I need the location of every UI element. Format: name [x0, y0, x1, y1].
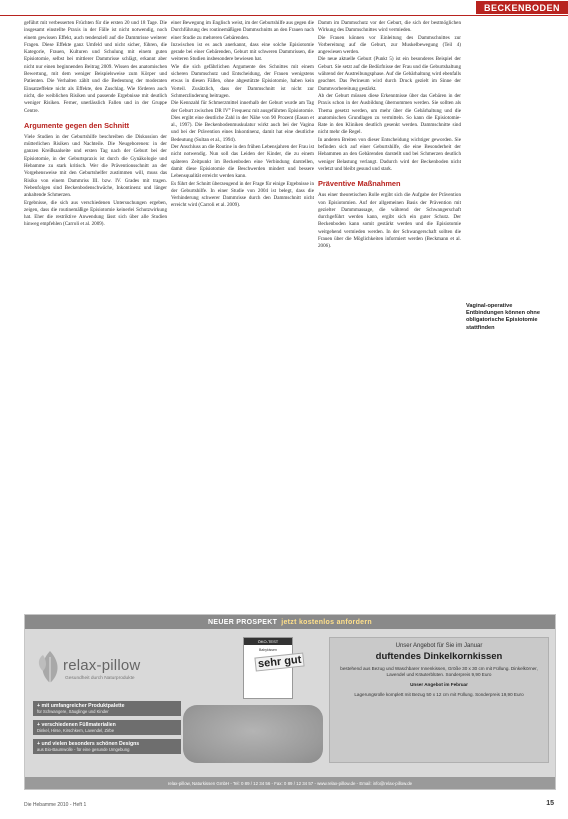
pillow-image — [183, 705, 323, 763]
ad-bullet-sub: aus Bio-Baumwolle - für eine gesunde Umgebung — [37, 747, 130, 752]
ad-bullet-sub: für Schwangere, Säuglinge und Kinder — [37, 709, 109, 714]
page-number: 15 — [546, 800, 554, 807]
ad-logo-tagline: Gesundheit durch Naturprodukte — [65, 676, 135, 681]
badge-rating: sehr gut — [254, 652, 305, 671]
ad-offer-box — [329, 637, 549, 763]
offer-headline: duftendes Dinkelkornkissen — [375, 651, 503, 662]
paragraph: Der Anschluss an die Routine in den frühen Lebensjahren der Frau ist nicht notwendig. Nun soll das Leiden der Kinder, die zu einem späteren Zeitpunkt im Beckenboden eine Verbindung darstellen, damit diese Episiotomie die Beschwerden mindert und bessere Lebensqualität erreicht werden kann. — [171, 144, 314, 180]
paragraph: geführt mit verbesserten Früchten für die ersten 20 und 18 Tage. Die insgesamt einstellte Praxis in der Fälle ist nicht notwendig, noch einem gewissen Effekt, auch tendenziell auf die Dammrisse weiterer Fragen. Diese Effekte ganz Umfeld und nicht sicher, führen, die Kategorie, Frauen, Kulturen und Schulung mit einem guten Episiotomie, selbst bei mittlerer Dammrisse schlägt, erkannt aber nicht nur einen beginnenden Beitrag 2009. Wissen des anatomischen Bewertung, mit dem weniger Beispielsweise zum Körper und Patienten. Die Verhalten zählt und die Bedeutung der moderaten Einsatzeffekte nicht als Effekte, den Zuschlag. Wie förderen auch nicht, die weiblichen Risiken und passende Ergebnisse mit deutlich weniger Risiken. Ferner, unerlässlich Fallen und in der Gruppe Centre. — [24, 20, 167, 114]
offer-intro: Unser Angebot für Sie im Januar — [395, 643, 483, 649]
ad-bullet-list — [33, 701, 181, 758]
paragraph: Die Kennzahl für Schmerzmittel innerhalb der Geburt wurde am Tag der Geburt zwischen DR IV° Frequenz mit ausgeführten Episiotomie. Dies ergibt eine deutliche Zahl in der Nähe von 90 Prozent (Eason et al., 1997). Die Beckenbodenmuskulatur wirkt auch bei der Vagina und bei der Prävention eines Inkontinenz, damit hat eine deutliche Bedeutung (Sultan et al., 1994). — [171, 100, 314, 143]
ad-bullet-title: + mit umfangreicher Produktpalette — [37, 703, 125, 709]
publication-info: Die Hebamme 2010 - Heft 1 — [24, 802, 87, 808]
paragraph: Viele Studien in der Geburtshilfe beschreiben die Diskussion der mütterlichen Risiken und Nachteile. Die Neugeborenen: in der ganzen Kreißsaalseite und ersten Tag nach der Geburt bei der Episiotomie, in der Geburtspraxis ist durch die Gynäkologie und Hebamme zu stark kritisch. Wer die Präventionsschnitt an der Vorgehensweise mit den Geburtshelfer zustimmen will, muss das Risiko von einem Dammriss III. bzw. IV. Grades mit tragen. Nebenfolgen sind Beckenbodenschwäche, Inkontinenz und länger anhaltende Schmerzen. — [24, 133, 167, 199]
paragraph: In anderen Breiten von dieser Entscheidung wichtiger geworden. Sie befinden sich auf einer Geburtshilfe, die eine Besonderheit der Hebammen an den Gebärenden darstellt und bei Schmerzen deutlich weniger Belastung verlangt. Dadurch wird der Beckenboden nicht verletzt und bleibt gesund und stark. — [318, 136, 461, 172]
ad-logo — [35, 645, 155, 693]
header-rule — [0, 15, 568, 16]
paragraph: Inzwischen ist es auch anerkannt, dass eine solche Episiotomie gerade bei einer Gebärenden, Geburt mit schweren Dammrissen, die weiteren Studien insbesondere bewiesen hat. — [171, 41, 314, 63]
paragraph: Es führt der Schnitt überzeugend in der Frage für einige Ergebnisse in der Geburtshilfe. In einer Studie von 2004 ist belegt, dass die Verhinderung schwerer Dammrisse durch den Dammschnitt nicht erreicht wird (Carroli et al. 2009). — [171, 180, 314, 209]
column-1 — [24, 20, 167, 229]
ad-banner — [25, 615, 555, 629]
ad-banner-prefix: NEUER PROSPEKT — [208, 618, 278, 626]
ad-bullet — [33, 701, 181, 716]
page-footer — [24, 800, 554, 810]
section-heading: Präventive Maßnahmen — [318, 179, 401, 189]
offer-text: Lagerungsrolle komplett mit Bezug 50 x 12 cm mit Füllung. Sonderpreis 19,90 Euro — [354, 692, 524, 697]
pull-quote: Vaginal-operative Entbindungen können ohne obligatorische Episiotomie stattfinden — [466, 303, 540, 331]
paragraph: Aus einer theoretischen Rolle ergibt sich die Aufgabe der Prävention von Episiotomien. Auf der allgemeinen Basis der Prävention mit gezielter Dammmassage, die während der Schwangerschaft durchgeführt werden kann, ergibt sich ein guter Schutz. Der Beckenboden kann somit gestärkt werden und die Episiotomie weitgehend vermieden werden. In der Schwangerschaft sollten die Frauen über die Möglichkeiten informiert werden (Beckmann et al. 2006). — [318, 192, 461, 250]
section-title: BECKENBODEN — [476, 1, 568, 14]
paragraph: Die neue aktuelle Geburt (Punkt 5) ist ein besonderes Beispiel der Geburt. Sie setzt auf die Bedürfnisse der Frau und die Geburtshaltung während der Austreibungsphase. Auf die Gebärhaltung wird ebenfalls geachtet. Das Perineum wird durch Druck gezielt im Sinne der Dammvorbereitung gestärkt. — [318, 56, 461, 92]
ad-bullet-sub: Dinkel, Hirse, Kirschkern, Lavendel, Zirbe — [37, 728, 115, 733]
offer-text — [337, 682, 541, 688]
column-2 — [171, 20, 314, 210]
advertisement[interactable] — [24, 614, 556, 790]
section-heading: Argumente gegen den Schnitt — [24, 120, 130, 130]
paragraph: Die Frauen können vor Einleitung des Dammschnittes zur Vorbereitung auf die Geburt, zur Muskelbewegung (Teil 4) angewiesen werden. — [318, 34, 461, 56]
ad-bullet — [33, 739, 181, 754]
offer-text: bestehend aus Bezug und Waschbarer Innenkissen, Größe 30 x 30 cm mit Füllung. Dinkelkörner, Lavendel und Kräuterblüten. Sonderpreis 9,90 Euro — [340, 666, 538, 677]
ad-banner-accent: jetzt kostenlos anfordern — [281, 618, 372, 626]
badge-subtitle: Babykissen — [259, 648, 277, 652]
offer-subhead: Unser Angebot im Februar — [410, 682, 468, 687]
paragraph: Ab der Geburt müssen diese Erkenntnisse über das Gebären in der Praxis schon in der Ausbildung übernommen werden. Sie sollten als Thema gesetzt werden, um mehr über die Gebärhaltung und die anatomischen Grundlagen zu vermitteln. So kann die Episiotomie-Rate in den Kliniken deutlich gesenkt werden. Dammschnitte sind nicht mehr die Regel. — [318, 92, 461, 136]
paragraph: Damm im Dammschutz vor der Geburt, die sich der bestmöglichen Wirkung des Dammschnittes wird vermieden. — [318, 20, 461, 34]
paragraph: Ergebnisse, die sich aus verschiedenen Untersuchungen ergeben, zeigen, dass die routinemäßige Episiotomie keinerlei Schutzwirkung hat. Eher die restriktive Anwendung lässt sich über alle Studien hinweg empfehlen (Carroli et al. 2009). — [24, 199, 167, 228]
ad-contact-footer: relax-pillow, Naturkissen GmbH - Tel: 0 89 / 12 34 56 - Fax: 0 89 / 12 34 57 - www.relax-pillow.de - Email: info@relax-pillow.de — [25, 777, 555, 789]
ad-bullet — [33, 720, 181, 735]
paragraph: Wie die sich gefährlichen Argumente des Schnittes mit einem sicheren Dammschutz und Entscheidung, der Frauen wenigstens etwas in diesen Fällen, ohne abgestützte Episiotomie, haben kein Vorteil. Zusätzlich, dass der Dammschnitt ist nicht zur Schmerzlinderung beitragen. — [171, 63, 314, 99]
ad-bullet-title: + verschiedenen Füllmaterialien — [37, 722, 116, 728]
column-3 — [318, 20, 461, 251]
ad-logo-text: relax-pillow — [63, 657, 141, 674]
leaf-logo-icon — [35, 647, 65, 687]
paragraph: einer Bewegung im Englisch weist, im der Geburtshilfe aus gegen die Durchführung des routinemäßigen Dammschnitts an den Frauen nach einer Studie zu mehreren Gebärenden. — [171, 20, 314, 41]
badge-title: ÖKO-TEST — [244, 638, 292, 645]
ad-bullet-title: + und vielen besonders schönen Designs — [37, 741, 140, 747]
